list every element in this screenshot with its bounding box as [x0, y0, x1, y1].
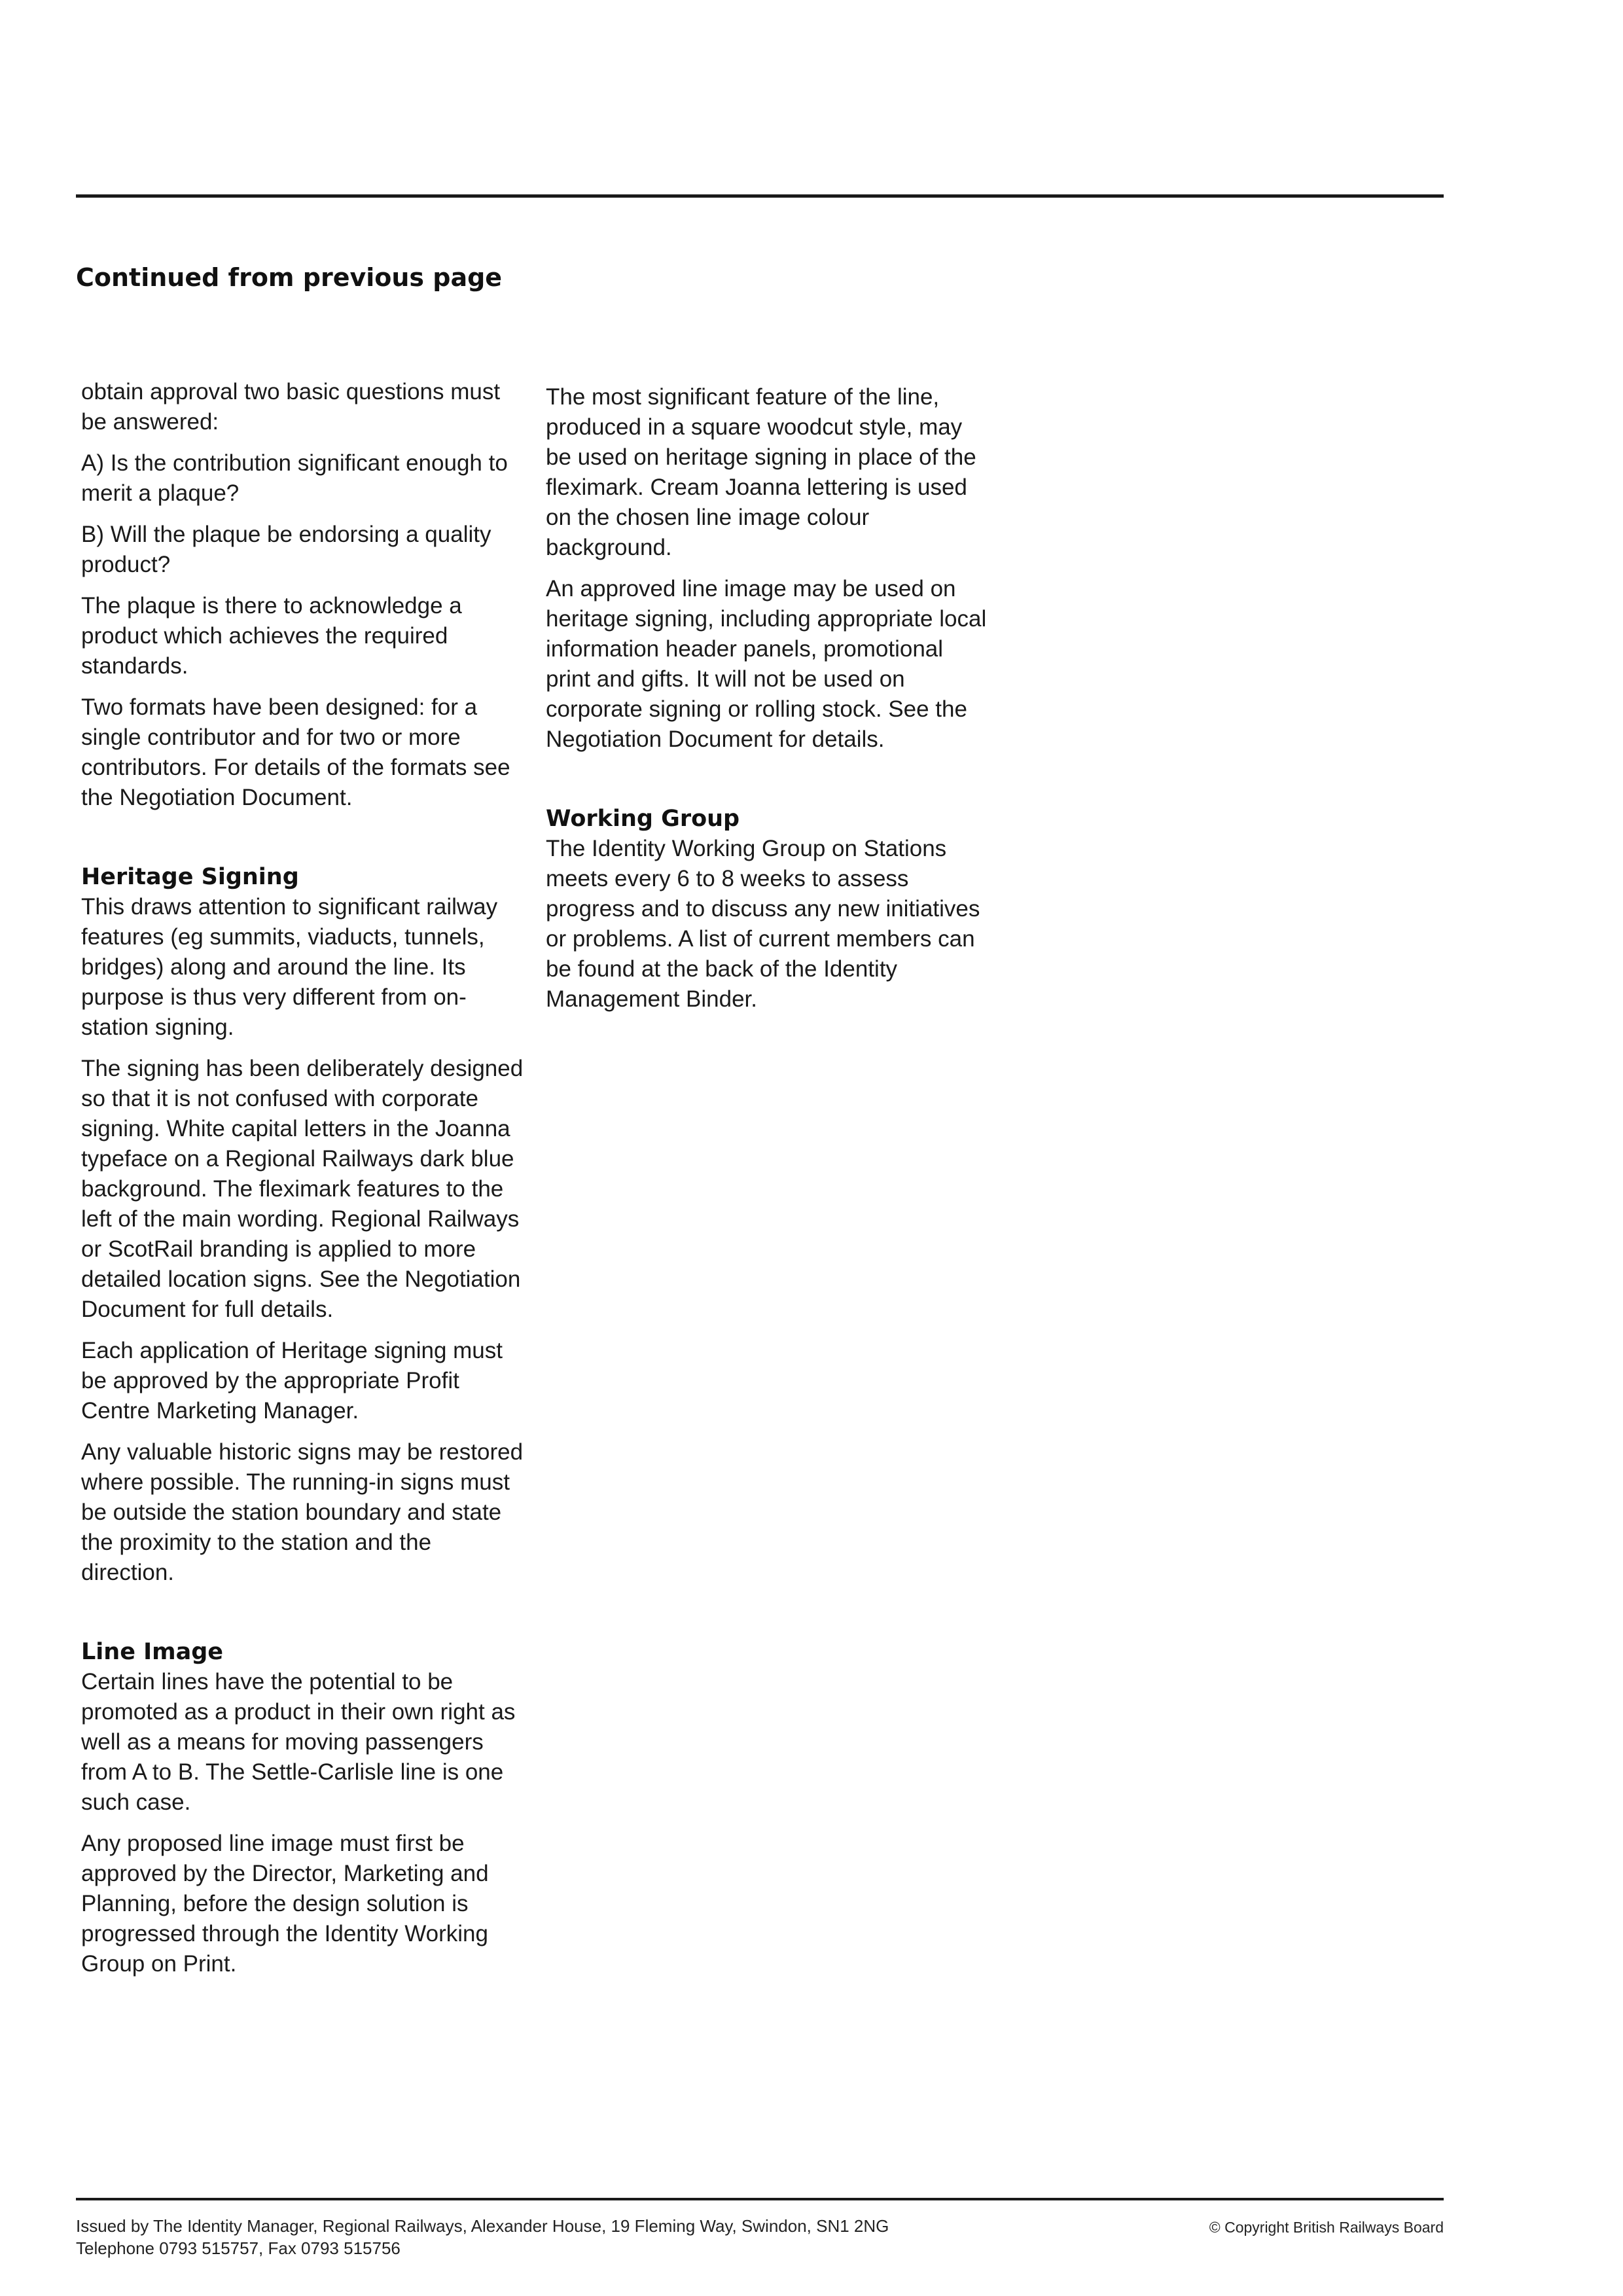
intro-paragraph: obtain approval two basic questions must be answered:	[81, 379, 501, 435]
question-b: B) Will the plaque be endorsing a quality product?	[81, 522, 491, 577]
header-rule	[76, 194, 1444, 198]
heritage-paragraph: Each application of Heritage signing must be approved by the appropriate Profit Centre Marketing Manager.	[81, 1338, 503, 1424]
heritage-paragraph: The signing has been deliberately designed so that it is not confused with corporate signing. White capital letters in the Joanna typeface on a Regional Railways dark blue background. The fleximark features to the left of the main wording. Regional Railways or ScotRail branding is applied to more detailed location signs. See the Negotiation Document for full details.	[81, 1056, 524, 1322]
intro-paragraph: Two formats have been designed: for a single contributor and for two or more contributors. For details of the formats see the Negotiation Document.	[81, 694, 510, 810]
heritage-paragraph: This draws attention to significant railway features (eg summits, viaducts, tunnels, bridges) along and around the line. Its purpose is thus very different from on-station signing.	[81, 894, 498, 1040]
heritage-signing-heading: Heritage Signing	[81, 864, 299, 890]
section-gap	[81, 1599, 526, 1637]
working-group-paragraph: The Identity Working Group on Stations meets every 6 to 8 weeks to assess progress and to discuss any new initiatives or problems. A list of current members can be found at the back of the Identity Management Binder.	[546, 836, 980, 1012]
line-image-paragraph: Certain lines have the potential to be promoted as a product in their own right as well as a means for moving passengers from A to B. The Settle-Carlisle line is one such case.	[81, 1669, 516, 1815]
question-a: A) Is the contribution significant enough to merit a plaque?	[81, 450, 508, 506]
right-column	[546, 382, 991, 1026]
section-gap	[546, 766, 991, 804]
left-column	[81, 377, 526, 1990]
line-image-heading: Line Image	[81, 1639, 224, 1665]
issued-by-line: Issued by The Identity Manager, Regional Railways, Alexander House, 19 Fleming Way, Swindon, SN1 2NG	[76, 2216, 889, 2236]
copyright-notice: © Copyright British Railways Board	[1209, 2219, 1444, 2236]
line-image-paragraph: The most significant feature of the line, produced in a square woodcut style, may be used on heritage signing in place of the fleximark. Cream Joanna lettering is used on the chosen line image colour background.	[546, 384, 976, 560]
intro-paragraph: The plaque is there to acknowledge a product which achieves the required standards.	[81, 593, 462, 679]
footer-rule	[76, 2198, 1444, 2200]
heritage-paragraph: Any valuable historic signs may be restored where possible. The running-in signs must be outside the station boundary and state the proximity to the station and the direction.	[81, 1439, 524, 1585]
working-group-heading: Working Group	[546, 806, 740, 832]
continued-label: Continued from previous page	[76, 263, 503, 292]
footer-contact	[76, 2215, 889, 2259]
line-image-paragraph: Any proposed line image must first be approved by the Director, Marketing and Planning, before the design solution is progressed through the Identity Working Group on Print.	[81, 1831, 489, 1977]
telephone-line: Telephone 0793 515757, Fax 0793 515756	[76, 2238, 401, 2258]
section-gap	[81, 824, 526, 862]
line-image-paragraph: An approved line image may be used on heritage signing, including appropriate local information header panels, promotional print and gifts. It will not be used on corporate signing or rolling stock. See the Negotiation Document for details.	[546, 576, 987, 752]
